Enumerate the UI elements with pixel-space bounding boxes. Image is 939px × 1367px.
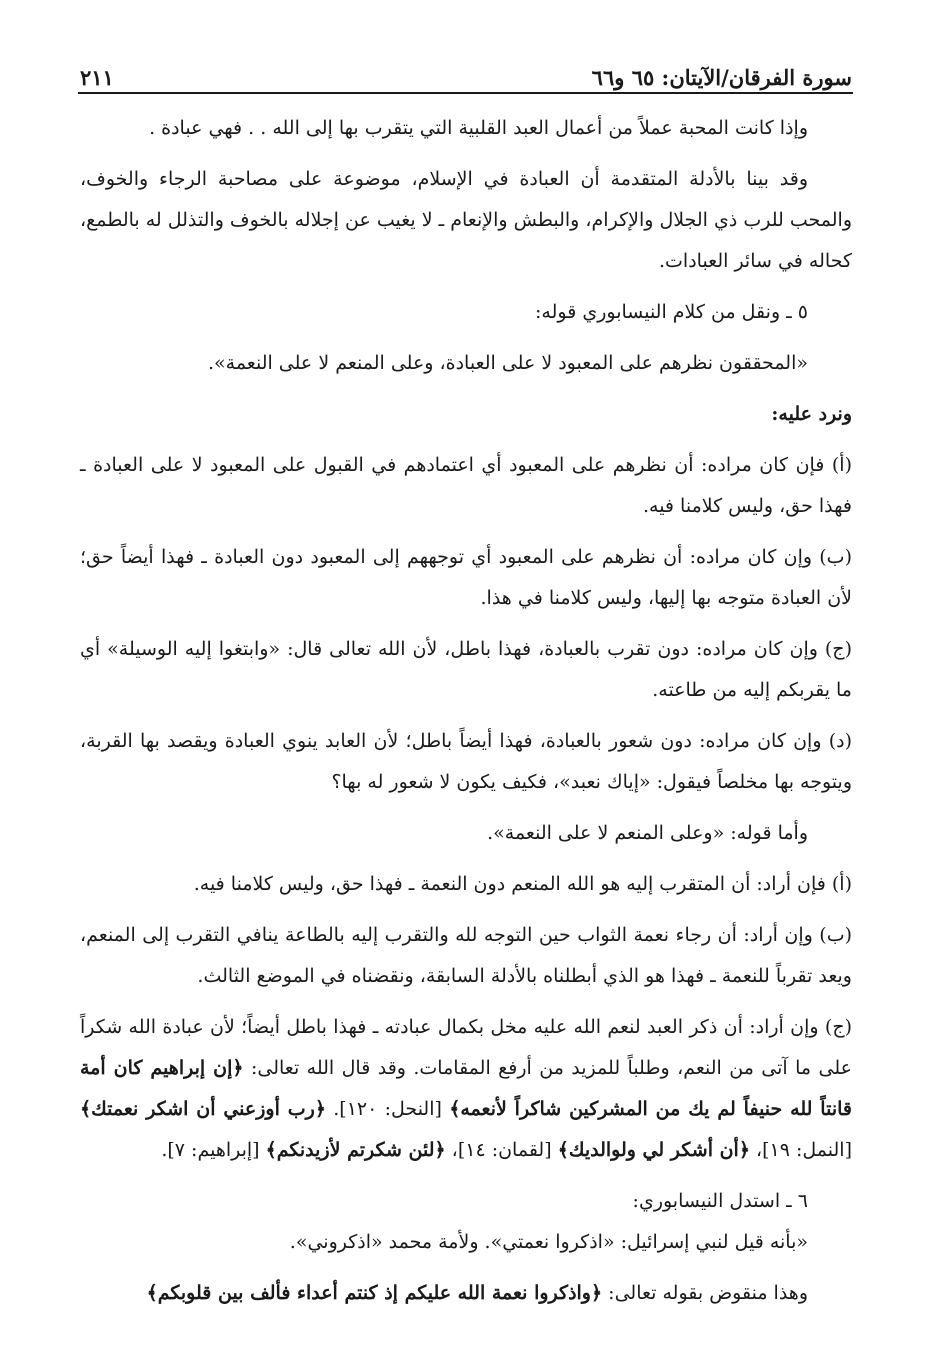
paragraph-argument-quote: «بأنه قيل لنبي إسرائيل: «اذكروا نعمتي». ولأمة محمد «اذكروني».	[289, 1231, 808, 1253]
verse-reference: [لقمان: ١٤]،	[445, 1139, 558, 1161]
verse-reference: [النمل: ١٩]،	[749, 1139, 852, 1161]
paragraph-refutation	[80, 1273, 852, 1314]
point-d1: (د) وإن كان مراده: دون شعور بالعبادة، فهذا أيضاً باطل؛ لأن العابد ينوي العبادة ويقصد بها القربة، ويتوجه بها مخلصاً فيقول: «إياك نعبد»، فكيف يكون لا شعور له بها؟	[80, 730, 852, 793]
refutation-text: وهذا منقوض بقوله تعالى:	[602, 1282, 808, 1304]
verse-quote: ﴿لئن شكرتم لأزيدنكم﴾	[265, 1139, 446, 1161]
header-rule	[78, 92, 853, 94]
verse-reference: [النحل: ١٢٠].	[325, 1098, 450, 1120]
point-c1: (ج) وإن كان مراده: دون تقرب بالعبادة، فهذا باطل، لأن الله تعالى قال: «وابتغوا إليه الوسيلة» أي ما يقربكم إليه من طاعته.	[80, 638, 852, 701]
paragraph-argument: ٦ ـ استدل النيسابوري:	[632, 1190, 808, 1212]
paragraph-quote-intro: ٥ ـ ونقل من كلام النيسابوري قوله:	[535, 301, 808, 323]
paragraph-evidence: وقد بينا بالأدلة المتقدمة أن العبادة في الإسلام، موضوعة على مصاحبة الرجاء والخوف، والمحب للرب ذي الجلال والإكرام، والبطش والإنعام ـ لا يغيب عن إجلاله بالخوف والتذلل له بالطمع، كحاله في سائر العبادات.	[80, 168, 852, 272]
verse-reference: [إبراهيم: ٧].	[161, 1139, 266, 1161]
page-header	[80, 60, 852, 90]
point-b2: (ب) وإن أراد: أن رجاء نعمة الثواب حين التوجه لله والتقرب إليه بالطاعة ينافي التقرب إلى المنعم، ويعد تقرباً للنعمة ـ فهذا هو الذي أبطلناه بالأدلة السابقة، ونقضناه في الموضع الثالث.	[80, 924, 852, 987]
point-a1: (أ) فإن كان مراده: أن نظرهم على المعبود أي اعتمادهم في القبول على المعبود لا على العبادة ـ فهذا حق، وليس كلامنا فيه.	[80, 454, 852, 517]
paragraph-love-worship: وإذا كانت المحبة عملاً من أعمال العبد القلبية التي يتقرب بها إلى الله . . فهي عبادة .	[149, 117, 808, 139]
page-body	[80, 108, 852, 1324]
point-c2-text: (ج) وإن أراد: أن ذكر العبد لنعم الله عليه مخل بكمال عبادته ـ فهذا باطل أيضاً؛ لأن عبادة الله شكراً على ما آتى من النعم، وطلباً للمزيد من أرفع المقامات. وقد قال الله تعالى:	[80, 1016, 852, 1079]
verse-quote: ﴿إن إبراهيم كان أمة قانتاً لله حنيفاً لم يك من المشركين شاكراً لأنعمه﴾	[80, 1057, 852, 1120]
surah-title: سورة الفرقان/الآيتان: ٦٥ و٦٦	[591, 65, 852, 90]
verse-quote: ﴿رب أوزعني أن اشكر نعمتك﴾	[80, 1098, 326, 1120]
verse-quote: ﴿واذكروا نعمة الله عليكم إذ كنتم أعداء فألف بين قلوبكم﴾	[146, 1282, 603, 1304]
point-b1: (ب) وإن كان مراده: أن نظرهم على المعبود أي توجههم إلى المعبود دون العبادة ـ فهذا أيضاً حق؛ لأن العبادة متوجه بها إليها، وليس كلامنا في هذا.	[80, 546, 852, 609]
paragraph-second-quote: وأما قوله: «وعلى المنعم لا على النعمة».	[487, 822, 808, 844]
point-a2: (أ) فإن أراد: أن المتقرب إليه هو الله المنعم دون النعمة ـ فهذا حق، وليس كلامنا فيه.	[193, 873, 852, 895]
paragraph-quote: «المحققون نظرهم على المعبود لا على العبادة، وعلى المنعم لا على النعمة».	[207, 352, 808, 374]
point-c2	[80, 1007, 852, 1171]
section-heading: ونرد عليه:	[771, 403, 852, 425]
page-number: ٢١١	[80, 65, 114, 90]
verse-quote: ﴿أن أشكر لي ولوالديك﴾	[557, 1139, 750, 1161]
